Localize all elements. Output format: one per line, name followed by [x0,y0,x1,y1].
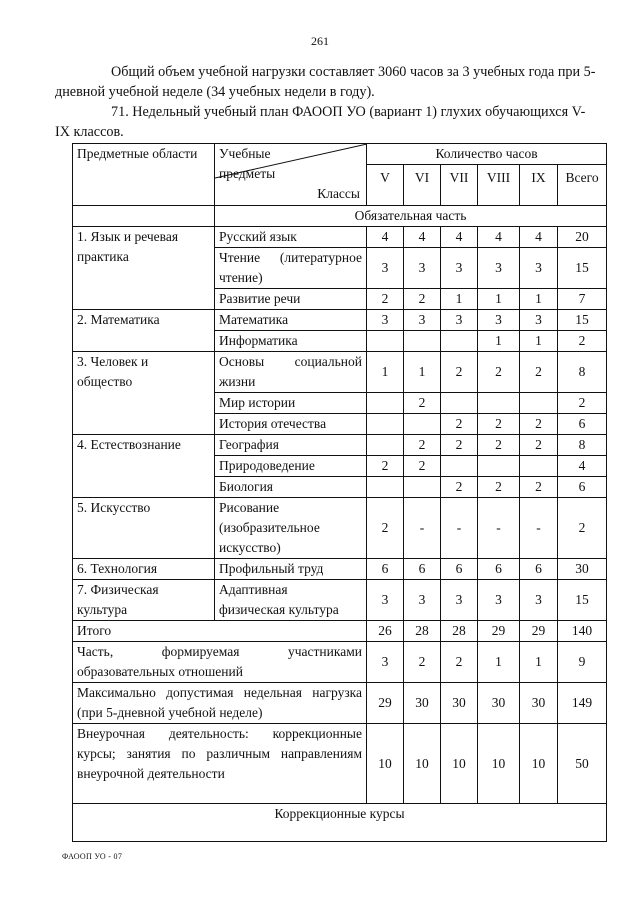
hours-cell [478,456,520,477]
subject-name: Чтение (литературное чтение) [215,248,367,289]
subject-name: Мир истории [215,393,367,414]
hours-cell [520,456,558,477]
hours-cell: 2 [367,456,404,477]
hours-cell: 3 [520,248,558,289]
hours-total-cell: 2 [558,498,607,559]
total-cell: 140 [558,621,607,642]
hours-cell: 2 [441,477,478,498]
document-code: ФАООП УО - 07 [62,852,123,861]
hours-cell: 3 [404,310,441,331]
hours-cell: 1 [441,289,478,310]
hours-cell: - [520,498,558,559]
hours-cell: 3 [404,248,441,289]
hours-cell: 2 [404,393,441,414]
hours-cell: 3 [367,248,404,289]
hours-cell: 2 [441,435,478,456]
header-grade-7: VII [441,165,478,206]
hours-cell: 4 [441,227,478,248]
hours-cell: 1 [520,331,558,352]
hours-cell: 3 [520,580,558,621]
hours-cell [404,414,441,435]
hours-cell: 3 [404,580,441,621]
hours-total-cell: 2 [558,331,607,352]
max-load-cell: 29 [367,683,404,724]
hours-cell [367,331,404,352]
extracurricular-cell: 10 [441,724,478,804]
total-cell: 28 [404,621,441,642]
hours-cell: 2 [478,352,520,393]
header-grade-6: VI [404,165,441,206]
hours-cell: 1 [367,352,404,393]
page-number: 261 [311,34,329,48]
hours-cell [441,456,478,477]
hours-cell: 6 [367,559,404,580]
hours-cell: 3 [478,310,520,331]
hours-cell: 3 [441,248,478,289]
hours-cell: 3 [367,310,404,331]
area-physical-culture: 7. Физическая культура [73,580,215,621]
hours-cell: 6 [478,559,520,580]
hours-cell: - [441,498,478,559]
hours-cell: 2 [404,435,441,456]
hours-cell: 1 [478,289,520,310]
hours-cell [404,477,441,498]
area-art: 5. Искусство [73,498,215,559]
hours-cell: 2 [367,289,404,310]
subject-name: Природоведение [215,456,367,477]
extracurricular-cell: 10 [367,724,404,804]
hours-cell: 4 [404,227,441,248]
hours-cell: - [478,498,520,559]
hours-cell: 3 [478,580,520,621]
hours-total-cell: 2 [558,393,607,414]
hours-cell: 2 [441,414,478,435]
hours-cell [520,393,558,414]
plan-heading-paragraph: 71. Недельный учебный план ФАООП УО (вариант 1) глухих обучающихся V-IX классов. [55,104,586,140]
hours-cell: 6 [520,559,558,580]
hours-cell: 4 [520,227,558,248]
participants-part-cell: 3 [367,642,404,683]
subject-name: Развитие речи [215,289,367,310]
hours-cell: 1 [478,331,520,352]
intro-paragraph: Общий объем учебной нагрузки составляет 3060 часов за 3 учебных года при 5-дневной учебной неделе (34 учебных недели в году). [55,64,596,100]
correction-courses-header: Коррекционные курсы [73,804,607,842]
hours-cell: 1 [404,352,441,393]
hours-cell [441,393,478,414]
hours-cell: 2 [520,414,558,435]
hours-cell [441,331,478,352]
hours-cell: 2 [478,435,520,456]
subject-name: История отечества [215,414,367,435]
hours-cell [404,331,441,352]
total-cell: 29 [520,621,558,642]
hours-cell: 3 [441,310,478,331]
hours-cell: 3 [520,310,558,331]
header-hours-count: Количество часов [367,144,607,165]
hours-cell [367,393,404,414]
subject-name: Биология [215,477,367,498]
max-load-cell: 30 [404,683,441,724]
area-society: 3. Человек и общество [73,352,215,435]
hours-cell: 4 [367,227,404,248]
header-classes-label: Классы [317,186,360,201]
hours-cell: 2 [520,352,558,393]
hours-cell [367,435,404,456]
subject-name: Русский язык [215,227,367,248]
max-load-cell: 30 [441,683,478,724]
hours-total-cell: 8 [558,352,607,393]
max-load-cell: 149 [558,683,607,724]
hours-cell: 4 [478,227,520,248]
extracurricular-label: Внеурочная деятельность: коррекционные курсы; занятия по различным направлениям внеурочной деятельности [73,724,367,804]
total-cell: 29 [478,621,520,642]
header-grade-5: V [367,165,404,206]
hours-cell: 6 [404,559,441,580]
hours-total-cell: 20 [558,227,607,248]
extracurricular-cell: 50 [558,724,607,804]
hours-total-cell: 15 [558,248,607,289]
hours-total-cell: 7 [558,289,607,310]
hours-cell [478,393,520,414]
hours-cell: - [404,498,441,559]
participants-part-cell: 1 [520,642,558,683]
hours-cell: 2 [520,435,558,456]
total-label: Итого [73,621,367,642]
hours-total-cell: 15 [558,580,607,621]
extracurricular-cell: 10 [478,724,520,804]
header-subjects-classes [215,144,367,206]
hours-cell [367,477,404,498]
participants-part-cell: 2 [404,642,441,683]
hours-cell: 2 [478,414,520,435]
hours-total-cell: 30 [558,559,607,580]
hours-cell [367,414,404,435]
participants-part-cell: 1 [478,642,520,683]
hours-cell: 2 [367,498,404,559]
mandatory-part-header: Обязательная часть [215,206,607,227]
total-cell: 28 [441,621,478,642]
weekly-curriculum-table [72,143,607,842]
hours-cell: 2 [404,289,441,310]
max-load-cell: 30 [478,683,520,724]
header-grade-9: IX [520,165,558,206]
header-grade-8: VIII [478,165,520,206]
subject-name: Профильный труд [215,559,367,580]
subject-name: Рисование (изобразительное искусство) [215,498,367,559]
header-subject-areas: Предметные области [73,144,215,206]
hours-cell: 3 [441,580,478,621]
hours-cell: 2 [478,477,520,498]
participants-part-cell: 2 [441,642,478,683]
max-load-label: Максимально допустимая недельная нагрузка (при 5-дневной учебной неделе) [73,683,367,724]
hours-cell: 3 [478,248,520,289]
subject-name: Математика [215,310,367,331]
table-cell-empty [73,206,215,227]
subject-name: Основы социальной жизни [215,352,367,393]
hours-total-cell: 15 [558,310,607,331]
hours-total-cell: 8 [558,435,607,456]
subject-name: Адаптивная физическая культура [215,580,367,621]
hours-cell: 6 [441,559,478,580]
participants-part-label: Часть, формируемая участниками образовательных отношений [73,642,367,683]
hours-total-cell: 4 [558,456,607,477]
hours-total-cell: 6 [558,414,607,435]
total-cell: 26 [367,621,404,642]
participants-part-cell: 9 [558,642,607,683]
max-load-cell: 30 [520,683,558,724]
hours-cell: 2 [520,477,558,498]
subject-name: Информатика [215,331,367,352]
hours-total-cell: 6 [558,477,607,498]
subject-name: География [215,435,367,456]
header-total: Всего [558,165,607,206]
extracurricular-cell: 10 [520,724,558,804]
header-subjects-label: Учебные предметы [219,146,276,181]
hours-cell: 3 [367,580,404,621]
area-technology: 6. Технология [73,559,215,580]
hours-cell: 1 [520,289,558,310]
extracurricular-cell: 10 [404,724,441,804]
area-language: 1. Язык и речевая практика [73,227,215,310]
area-math: 2. Математика [73,310,215,352]
hours-cell: 2 [441,352,478,393]
area-natural-science: 4. Естествознание [73,435,215,498]
hours-cell: 2 [404,456,441,477]
